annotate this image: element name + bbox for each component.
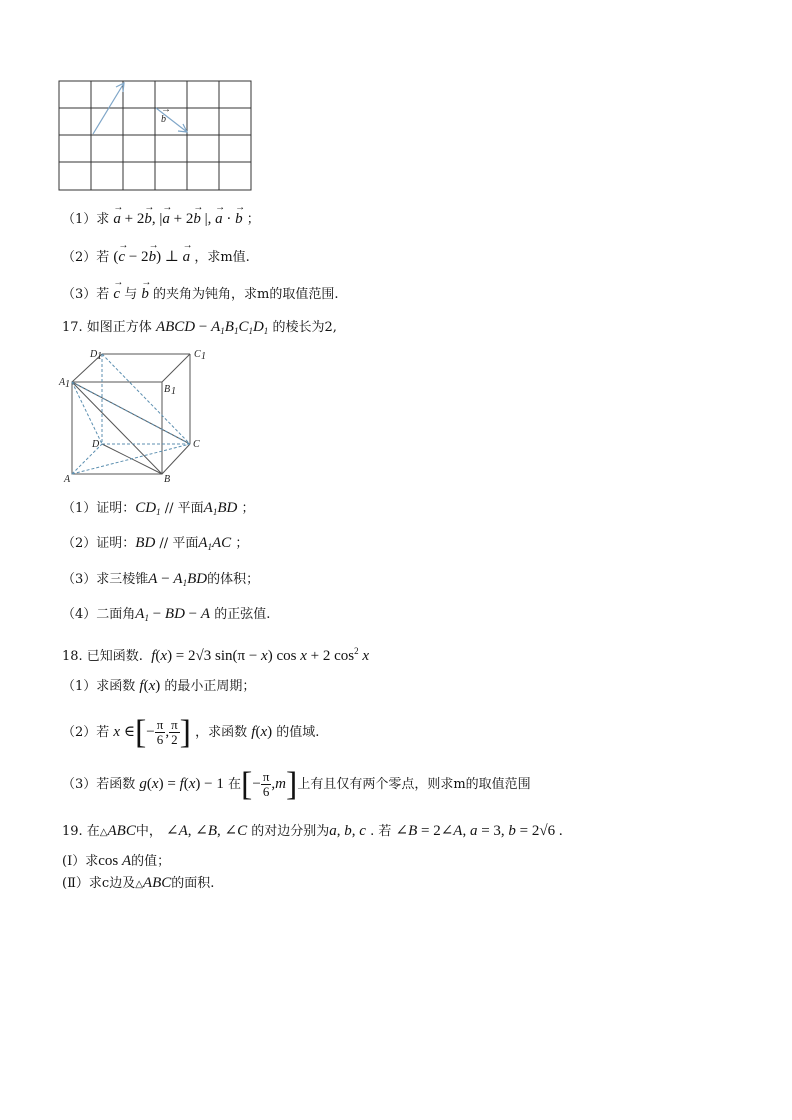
svg-text:1: 1 xyxy=(171,386,176,397)
q17-part3: （3）求三棱锥$A - A_1BD$的体积； xyxy=(62,571,260,588)
q18-part1: （1）求函数 f(x) 的最小正周期； xyxy=(62,678,256,694)
vector-b-label: b xyxy=(161,114,166,125)
q19-part2: (Ⅱ）求c边及△ABC的面积. xyxy=(62,875,215,891)
q17-part2: （2）证明：BD // 平面$A_1AC$ ； xyxy=(62,535,249,552)
svg-text:A: A xyxy=(64,474,71,484)
q18-part3: （3）若函数 g(x) = f(x) − 1 在[− $\frac{\pi}{6}$ ,m]上有且仅有两个零点，则求m的取值范围 xyxy=(62,765,531,803)
svg-text:D: D xyxy=(90,349,98,360)
q18-part2: （2）若 x ∈[− $\frac{\pi}{6}$ , $\frac{\pi}{2}$ ] ，求函数 f(x) 的值域. xyxy=(62,713,320,751)
vector-grid-figure xyxy=(58,80,254,192)
q17-part4: （4）二面角$A_1$ − BD − A 的正弦值. xyxy=(62,606,271,623)
svg-text:B: B xyxy=(164,384,171,395)
q16-part1: （1）求 → a + 2→ b, |→ a + 2→ b |, → a · → b ； xyxy=(62,210,260,229)
q16-part2: （2）若 (→ c − 2→ b) ⊥ → a ，求m值. xyxy=(62,248,250,267)
svg-text:C: C xyxy=(193,439,200,450)
svg-text:1: 1 xyxy=(201,351,206,362)
q17-part1: （1）证明：$CD_1$ // 平面$A_1BD$ ； xyxy=(62,500,255,517)
q18-intro: 18. 已知函数. f(x) = 2√3 sin(π − x) cos x + 2 $\cos^2 x$ xyxy=(62,646,370,664)
svg-text:→: → xyxy=(161,104,171,115)
svg-text:D: D xyxy=(92,439,100,450)
svg-text:1: 1 xyxy=(65,379,70,390)
q19-part1: (I）求cos A的值； xyxy=(62,853,171,869)
svg-text:1: 1 xyxy=(97,351,102,362)
svg-text:B: B xyxy=(164,474,171,484)
svg-text:C: C xyxy=(194,349,201,360)
svg-text:A: A xyxy=(59,377,66,388)
cube-figure xyxy=(58,346,208,484)
q17-intro: 17. 如图正方体 ABCD − $A_1B_1C_1D_1$ 的棱长为2, xyxy=(62,319,337,336)
q16-part3: （3）若 → c 与 → b 的夹角为钝角，求m的取值范围. xyxy=(62,285,339,304)
q19-intro: 19. 在△ABC中， ∠A, ∠B, ∠C 的对边分别为a, b, c . 若 ∠B = 2∠A, a = 3, b = 2√6 . xyxy=(62,823,563,839)
